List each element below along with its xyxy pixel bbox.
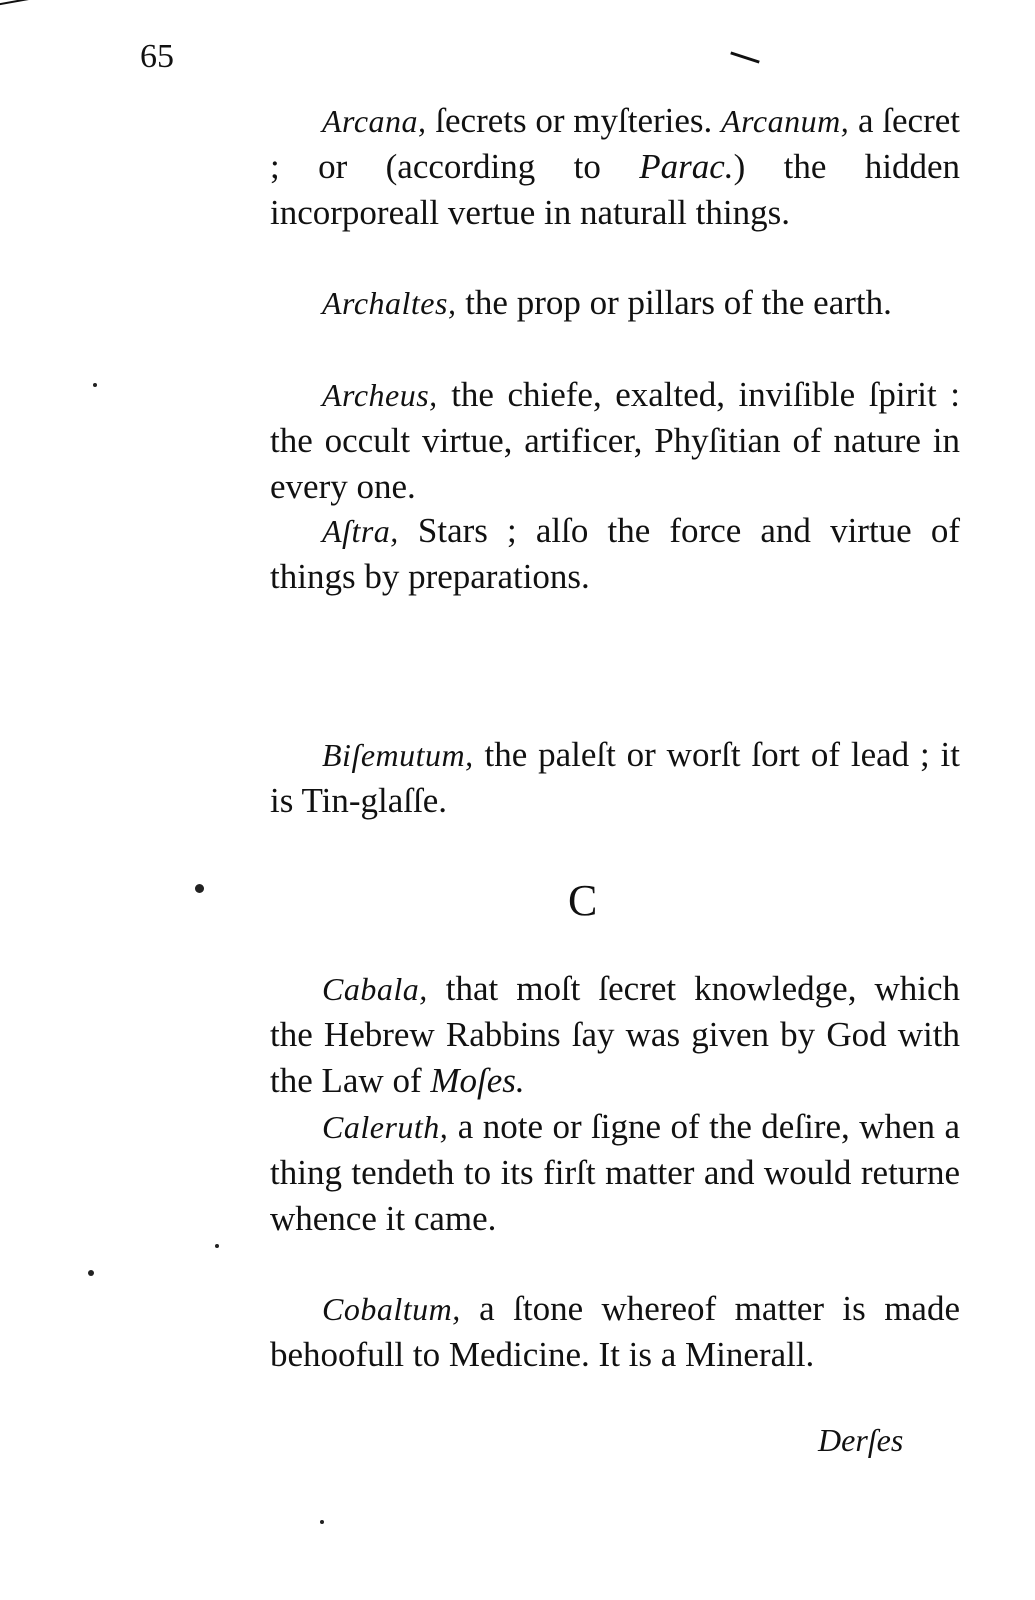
entry-term: Cobaltum, (322, 1291, 461, 1327)
header-dash (730, 51, 759, 63)
entry-text: ſecrets or myſteries. (426, 101, 722, 140)
entry-reference: Moſes. (430, 1061, 525, 1100)
entry-term: Aſtra, (322, 513, 399, 549)
entry-arcana (270, 98, 960, 236)
entry-text: a ſtone whereof matter is made behoofull to Medicine. It is a Minerall. (270, 1289, 960, 1374)
entry-text: the chiefe, exalted, inviſible ſpirit : the occult virtue, artificer, Phyſitian of nature in every one. (270, 375, 960, 506)
ink-speck (88, 1270, 94, 1276)
page-number: 65 (140, 38, 174, 75)
entry-term: Caleruth, (322, 1109, 449, 1145)
entry-term-secondary: Arcanum, (721, 103, 850, 139)
ink-speck (320, 1520, 324, 1524)
entry-text: that moſt ſecret knowledge, which the Hebrew Rabbins ſay was given by God with the Law of (270, 969, 960, 1100)
entry-text: the prop or pillars of the earth. (456, 283, 892, 322)
entry-reference: Parac. (639, 147, 734, 186)
entry-astra (270, 508, 960, 600)
entry-caleruth (270, 1104, 960, 1242)
entry-cobaltum (270, 1286, 960, 1378)
entry-text: the paleſt or worſt ſort of lead ; it is Tin-glaſſe. (270, 735, 960, 820)
entry-text: ) the hidden incorporeall vertue in naturall things. (270, 147, 960, 232)
catchword: Derſes (818, 1422, 904, 1458)
entry-term: Archaltes, (322, 285, 457, 321)
entry-archaltes (270, 280, 960, 326)
entry-cabala (270, 966, 960, 1104)
entry-text: Stars ; alſo the force and virtue of things by preparations. (270, 511, 960, 596)
entry-term: Biſemutum, (322, 737, 474, 773)
entry-term: Arcana, (322, 103, 427, 139)
entry-text: a note or ſigne of the deſire, when a thing tendeth to its firſt matter and would returne whence it came. (270, 1107, 960, 1238)
section-letter-heading: C (568, 876, 598, 925)
page-margin-mark (0, 0, 37, 17)
entry-text: a ſecret ; or (according to (270, 101, 960, 186)
ink-speck (215, 1244, 219, 1248)
ink-speck (93, 383, 97, 387)
ink-speck (195, 884, 204, 893)
entry-term: Cabala, (322, 971, 428, 1007)
entry-archeus (270, 372, 960, 510)
entry-bisemutum (270, 732, 960, 824)
entry-term: Archeus, (322, 377, 438, 413)
